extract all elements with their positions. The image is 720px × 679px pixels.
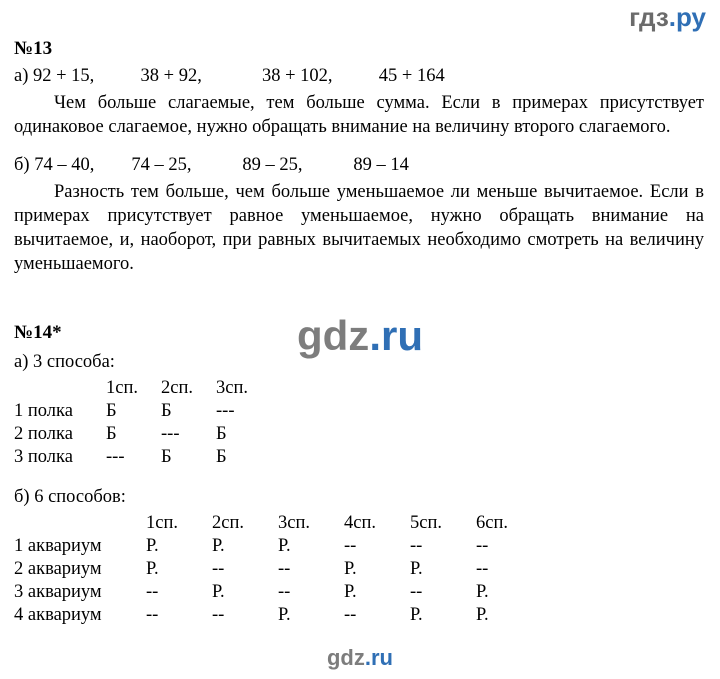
table-cell: --- xyxy=(216,401,235,422)
table-cell: -- xyxy=(212,559,225,580)
table-row-label: 1 полка xyxy=(14,401,73,422)
table-cell: Р. xyxy=(146,536,159,557)
table-cell: -- xyxy=(146,605,159,626)
watermark-top xyxy=(629,2,706,33)
table-header-cell: 1сп. xyxy=(146,513,178,534)
table-header-cell: 5сп. xyxy=(410,513,442,534)
table-header-cell: 2сп. xyxy=(212,513,244,534)
task-13-paragraph-b: Разность тем больше, чем больше уменьшаемое ли меньше вычитаемое. Если в примерах присутствует равное уменьшаемое, нужно обращать внимание на вычитаемое, и, наоборот, при равных вычитаемых необходимо смотреть на величину уменьшаемого. xyxy=(14,182,704,275)
table-header-cell: 2сп. xyxy=(161,378,193,399)
table-cell: Р. xyxy=(344,582,357,603)
table-header-row xyxy=(14,377,271,400)
watermark-bottom-prefix: gdz xyxy=(326,645,365,670)
task-13-line-b: б) 74 – 40, 74 – 25, 89 – 25, 89 – 14 xyxy=(14,155,409,176)
watermark-center-accent: .ru xyxy=(369,312,423,359)
table-cell: Р. xyxy=(212,536,225,557)
table-row xyxy=(14,604,542,627)
task-14-table-b xyxy=(14,512,542,627)
table-cell: Б xyxy=(161,401,172,422)
table-cell: Р. xyxy=(410,559,423,580)
table-corner-cell xyxy=(14,512,146,535)
table-header-row xyxy=(14,512,542,535)
table-header-cell: 1сп. xyxy=(106,378,138,399)
table-cell: -- xyxy=(344,605,357,626)
table-cell: --- xyxy=(161,424,180,445)
table-cell: -- xyxy=(476,559,489,580)
table-corner-cell xyxy=(14,377,106,400)
table-cell: Р. xyxy=(278,536,291,557)
watermark-bottom-accent: .ru xyxy=(364,645,393,670)
watermark-center xyxy=(0,312,720,360)
watermark-center-prefix: gdz xyxy=(297,312,370,359)
watermark-top-accent: .ру xyxy=(668,2,706,32)
table-cell: Р. xyxy=(476,605,489,626)
table-row-label: 1 аквариум xyxy=(14,536,102,557)
table-cell: --- xyxy=(106,447,125,468)
table-header-cell: 4сп. xyxy=(344,513,376,534)
table-cell: Б xyxy=(106,401,117,422)
table-row-label: 2 аквариум xyxy=(14,559,102,580)
table-cell: Р. xyxy=(146,559,159,580)
table-cell: Б xyxy=(216,447,227,468)
table-cell: -- xyxy=(476,536,489,557)
task-13-line-a: а) 92 + 15, 38 + 92, 38 + 102, 45 + 164 xyxy=(14,66,445,86)
table-row xyxy=(14,400,271,423)
table-row xyxy=(14,446,271,469)
task-14-table-a xyxy=(14,377,271,469)
table-cell: -- xyxy=(278,559,291,580)
table-cell: Б xyxy=(161,447,172,468)
table-header-cell: 3сп. xyxy=(278,513,310,534)
table-cell: -- xyxy=(410,582,423,603)
table-cell: Б xyxy=(106,424,117,445)
table-cell: -- xyxy=(212,605,225,626)
task-13-paragraph-a: Чем больше слагаемые, тем больше сумма. Если в примерах присутствует одинаковое слагаемое, нужно обращать внимание на величину второго слагаемого. xyxy=(14,93,704,138)
table-cell: -- xyxy=(344,536,357,557)
table-cell: -- xyxy=(410,536,423,557)
table-row xyxy=(14,581,542,604)
table-cell: Р. xyxy=(410,605,423,626)
table-cell: Р. xyxy=(278,605,291,626)
task-14-part-a-label: а) 3 способа: xyxy=(14,352,115,373)
table-row xyxy=(14,558,542,581)
table-cell: -- xyxy=(278,582,291,603)
task-14-title: №14* xyxy=(14,322,62,344)
watermark-top-prefix: гдз xyxy=(629,2,669,32)
table-cell: Р. xyxy=(476,582,489,603)
table-row-label: 4 аквариум xyxy=(14,605,102,626)
task-14-part-b-label: б) 6 способов: xyxy=(14,487,126,508)
table-row xyxy=(14,423,271,446)
table-row-label: 3 полка xyxy=(14,447,73,468)
table-cell: Б xyxy=(216,424,227,445)
table-row xyxy=(14,535,542,558)
task-13-title: №13 xyxy=(14,38,53,59)
table-row-label: 2 полка xyxy=(14,424,73,445)
table-row-label: 3 аквариум xyxy=(14,582,102,603)
watermark-bottom xyxy=(0,645,720,671)
table-cell: Р. xyxy=(344,559,357,580)
table-header-cell: 3сп. xyxy=(216,378,248,399)
table-cell: Р. xyxy=(212,582,225,603)
table-cell: -- xyxy=(146,582,159,603)
table-header-cell: 6сп. xyxy=(476,513,508,534)
